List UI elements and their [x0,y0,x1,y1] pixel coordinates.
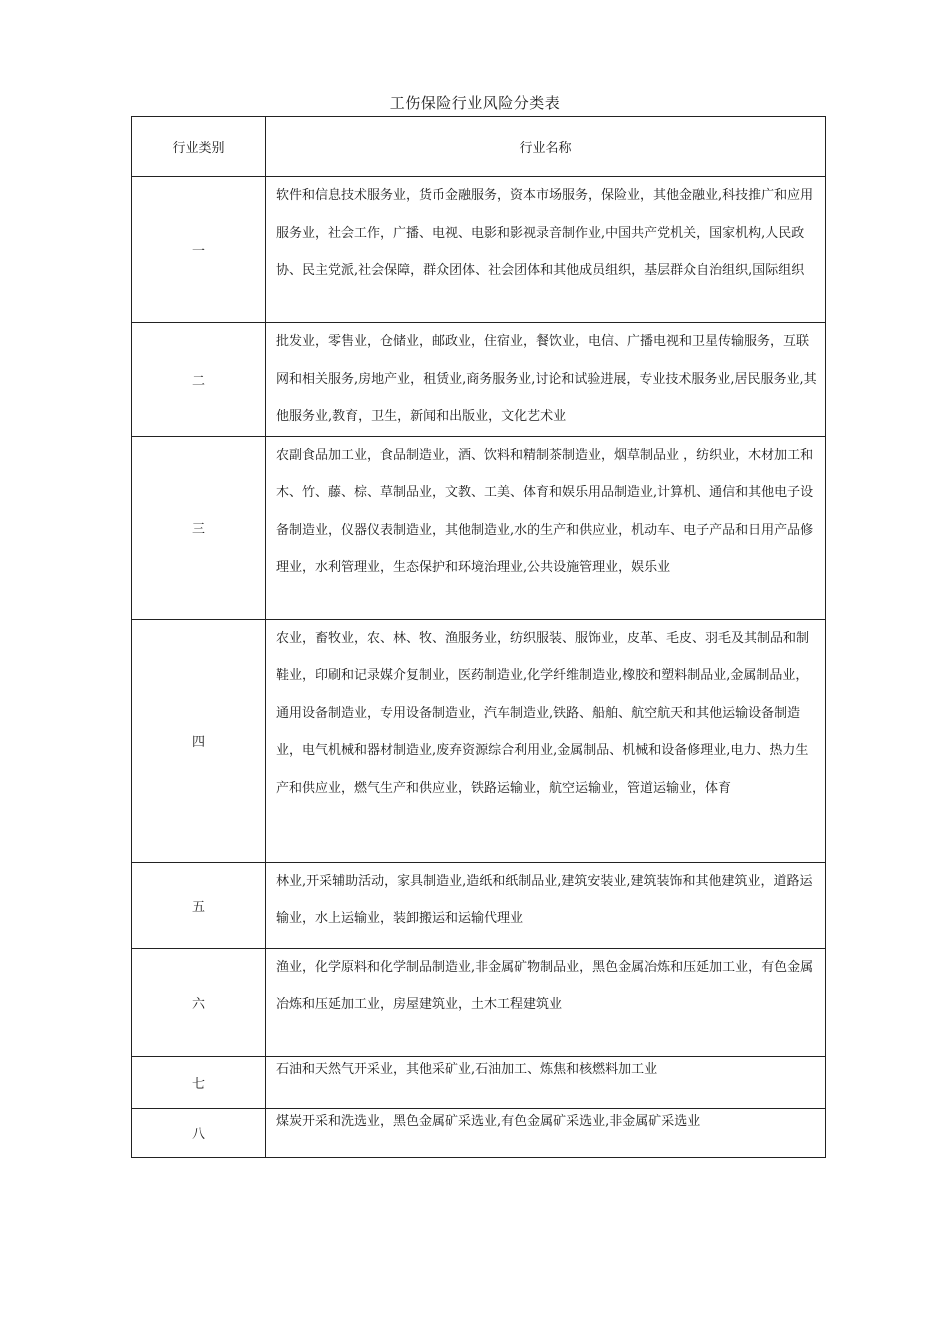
header-category: 行业类别 [132,117,266,177]
row-category: 三 [132,436,266,619]
table-header-row [132,117,826,177]
table-row [132,177,826,323]
document-title: 工伤保险行业风险分类表 [389,94,561,112]
table-row [132,1056,826,1108]
row-category: 八 [132,1108,266,1157]
row-category: 四 [132,619,266,862]
row-industries: 批发业，零售业，仓储业，邮政业，住宿业，餐饮业，电信、广播电视和卫星传输服务，互联网和相关服务,房地产业，租赁业,商务服务业,讨论和试验进展，专业技术服务业,居民服务业,其他服务业,教育，卫生，新闻和出版业，文化艺术业 [266,323,826,437]
row-category: 七 [132,1056,266,1108]
row-industries: 煤炭开采和洗选业，黑色金属矿采选业,有色金属矿采选业,非金属矿采选业 [266,1108,826,1157]
table-row [132,1108,826,1157]
table-row [132,862,826,948]
row-industries: 石油和天然气开采业，其他采矿业,石油加工、炼焦和核燃料加工业 [266,1056,826,1108]
table-row [132,948,826,1056]
table-row [132,436,826,619]
row-category: 二 [132,323,266,437]
row-category: 一 [132,177,266,323]
table-row [132,323,826,437]
table-row [132,619,826,862]
row-industries: 渔业，化学原料和化学制品制造业,非金属矿物制品业，黑色金属冶炼和压延加工业，有色金属冶炼和压延加工业，房屋建筑业，土木工程建筑业 [266,948,826,1056]
row-category: 六 [132,948,266,1056]
row-industries: 软件和信息技术服务业，货币金融服务，资本市场服务，保险业，其他金融业,科技推广和应用服务业，社会工作，广播、电视、电影和影视录音制作业,中国共产党机关，国家机构,人民政协、民主党派,社会保障，群众团体、社会团体和其他成员组织，基层群众自治组织,国际组织 [266,177,826,323]
row-industries: 农副食品加工业，食品制造业，酒、饮料和精制茶制造业，烟草制品业 ，纺织业，木材加工和木、竹、藤、棕、草制品业，文教、工美、体育和娱乐用品制造业,计算机、通信和其他电子设备制造业，仪器仪表制造业，其他制造业,水的生产和供应业，机动车、电子产品和日用产品修理业，水利管理业，生态保护和环境治理业,公共设施管理业，娱乐业 [266,436,826,619]
row-industries: 林业,开采辅助活动，家具制造业,造纸和纸制品业,建筑安装业,建筑装饰和其他建筑业，道路运输业，水上运输业，装卸搬运和运输代理业 [266,862,826,948]
row-industries: 农业，畜牧业，农、林、牧、渔服务业，纺织服装、服饰业，皮革、毛皮、羽毛及其制品和制鞋业，印刷和记录媒介复制业，医药制造业,化学纤维制造业,橡胶和塑料制品业,金属制品业，通用设备制造业，专用设备制造业，汽车制造业,铁路、船舶、航空航天和其他运输设备制造业，电气机械和器材制造业,废弃资源综合利用业,金属制品、机械和设备修理业,电力、热力生产和供应业，燃气生产和供应业，铁路运输业，航空运输业，管道运输业，体育 [266,619,826,862]
risk-classification-table [131,116,826,1158]
header-industry-name: 行业名称 [266,117,826,177]
row-category: 五 [132,862,266,948]
